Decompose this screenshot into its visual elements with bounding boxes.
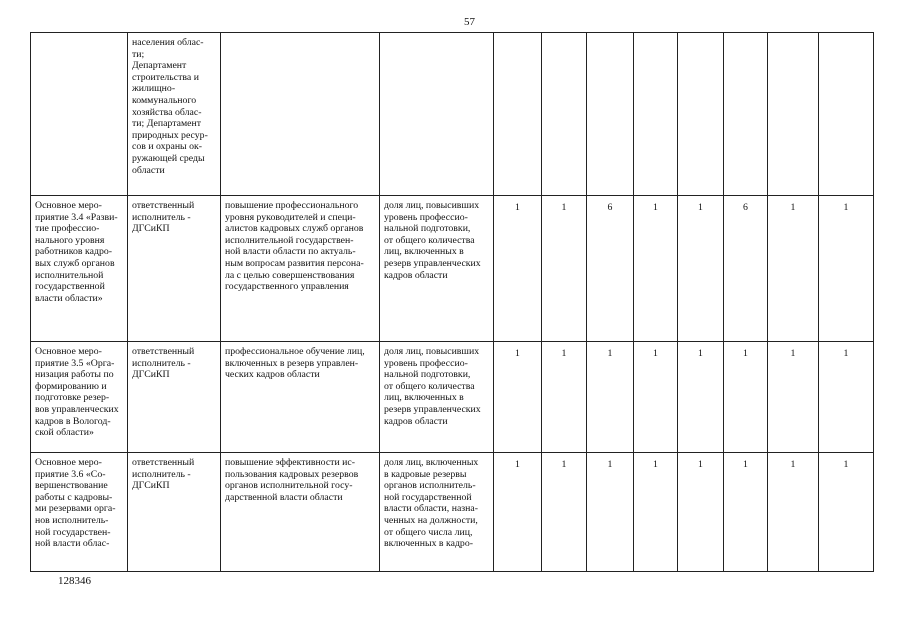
indicator-value-cell bbox=[678, 33, 724, 196]
measure-name-cell: Основное меро- приятие 3.4 «Разви- тие профессио- нального уровня работников кадро- вых служб органов исполнительной государственной власти области» bbox=[31, 196, 128, 342]
measure-name-cell: Основное меро- приятие 3.6 «Со- вершенствование работы с кадровы- ми резервами орга- нов исполнитель- ной государствен- ной власти облас- bbox=[31, 453, 128, 572]
indicator-value-cell bbox=[634, 33, 678, 196]
indicator-value-cell: 1 bbox=[819, 196, 874, 342]
indicator-value-cell: 1 bbox=[819, 453, 874, 572]
indicator-value-cell: 1 bbox=[678, 342, 724, 453]
table-row bbox=[31, 342, 874, 453]
indicator-value-cell: 1 bbox=[494, 196, 542, 342]
indicator-value-cell: 1 bbox=[494, 453, 542, 572]
document-code: 128346 bbox=[58, 575, 91, 587]
table-row bbox=[31, 33, 874, 196]
executor-cell: ответственный исполнитель - ДГСиКП bbox=[128, 196, 221, 342]
indicator-value-cell bbox=[542, 33, 587, 196]
indicator-value-cell bbox=[724, 33, 768, 196]
indicator-value-cell: 1 bbox=[542, 196, 587, 342]
indicator-cell: доля лиц, повысивших уровень профессио- нальной подготовки, от общего количества лиц, включенных в резерв управленческих кадров области bbox=[380, 342, 494, 453]
indicator-value-cell: 6 bbox=[587, 196, 634, 342]
measures-table bbox=[30, 32, 874, 572]
indicator-value-cell: 1 bbox=[634, 453, 678, 572]
indicator-value-cell: 1 bbox=[724, 342, 768, 453]
indicator-value-cell: 1 bbox=[542, 453, 587, 572]
indicator-value-cell: 1 bbox=[494, 342, 542, 453]
indicator-cell: доля лиц, повысивших уровень профессио- нальной подготовки, от общего количества лиц, включенных в резерв управленческих кадров области bbox=[380, 196, 494, 342]
executor-cell: ответственный исполнитель - ДГСиКП bbox=[128, 342, 221, 453]
table-row bbox=[31, 196, 874, 342]
expected-result-cell: повышение эффективности ис- пользования кадровых резервов органов исполнительной госу- дарственной власти области bbox=[221, 453, 380, 572]
indicator-value-cell: 1 bbox=[587, 342, 634, 453]
expected-result-cell: повышение профессионального уровня руководителей и специ- алистов кадровых служб органов исполнительной государствен- ной власти области по актуаль- ным вопросам развития персона- ла с целью совершенствования государственного управления bbox=[221, 196, 380, 342]
table-row bbox=[31, 453, 874, 572]
indicator-value-cell: 1 bbox=[634, 196, 678, 342]
indicator-value-cell bbox=[768, 33, 819, 196]
indicator-value-cell: 1 bbox=[768, 342, 819, 453]
indicator-value-cell: 1 bbox=[768, 196, 819, 342]
indicator-cell: доля лиц, включенных в кадровые резервы органов исполнитель- ной государственной власти области, назна- ченных на должности, от общего числа лиц, включенных в кадро- bbox=[380, 453, 494, 572]
measure-name-cell bbox=[31, 33, 128, 196]
indicator-value-cell: 1 bbox=[724, 453, 768, 572]
indicator-value-cell: 1 bbox=[587, 453, 634, 572]
indicator-value-cell: 1 bbox=[634, 342, 678, 453]
expected-result-cell bbox=[221, 33, 380, 196]
indicator-cell bbox=[380, 33, 494, 196]
page-number: 57 bbox=[464, 16, 475, 28]
indicator-value-cell: 1 bbox=[819, 342, 874, 453]
expected-result-cell: профессиональное обучение лиц, включенных в резерв управлен- ческих кадров области bbox=[221, 342, 380, 453]
indicator-value-cell: 1 bbox=[542, 342, 587, 453]
executor-cell: ответственный исполнитель - ДГСиКП bbox=[128, 453, 221, 572]
indicator-value-cell: 6 bbox=[724, 196, 768, 342]
indicator-value-cell: 1 bbox=[678, 196, 724, 342]
indicator-value-cell: 1 bbox=[678, 453, 724, 572]
indicator-value-cell: 1 bbox=[768, 453, 819, 572]
measure-name-cell: Основное меро- приятие 3.5 «Орга- низация работы по формированию и подготовке резер- вов управленческих кадров в Вологод- ской области» bbox=[31, 342, 128, 453]
executor-cell: населения облас- ти; Департамент строительства и жилищно- коммунального хозяйства облас- ти; Департамент природных ресур- сов и охраны ок- ружающей среды области bbox=[128, 33, 221, 196]
indicator-value-cell bbox=[494, 33, 542, 196]
indicator-value-cell bbox=[819, 33, 874, 196]
indicator-value-cell bbox=[587, 33, 634, 196]
